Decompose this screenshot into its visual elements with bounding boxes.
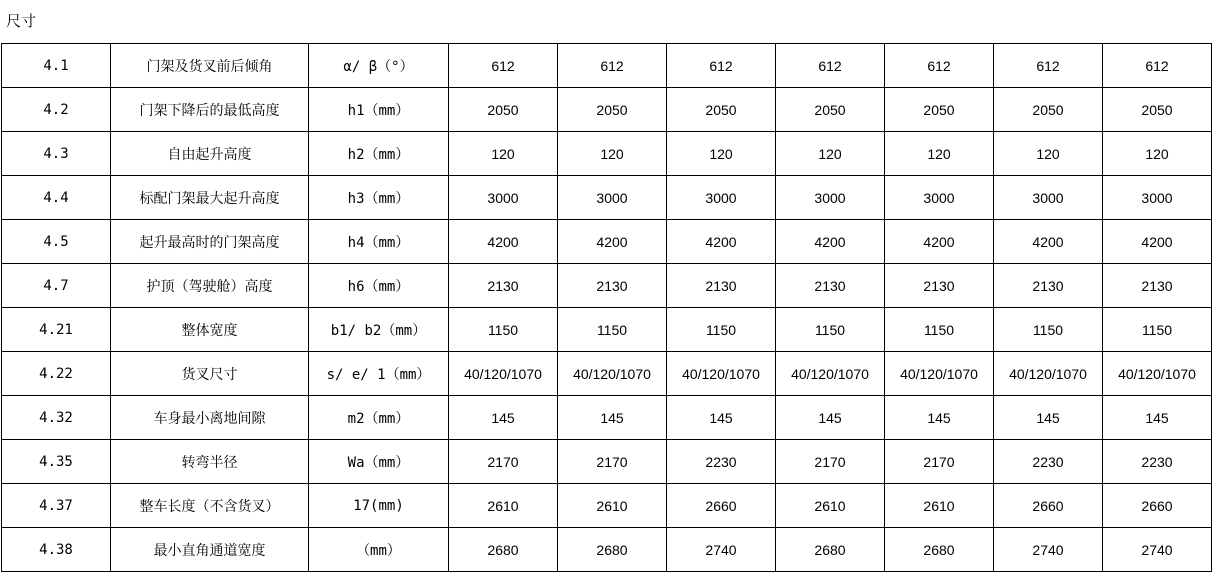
- value-cell: 2680: [776, 528, 885, 572]
- table-row: [2, 132, 1212, 176]
- value-cell: 2680: [885, 528, 994, 572]
- item-name-cell: 门架及货叉前后倾角: [111, 44, 309, 88]
- value-cell: 4200: [449, 220, 558, 264]
- table-row: [2, 220, 1212, 264]
- table-row: [2, 176, 1212, 220]
- item-unit-cell: 17(mm): [309, 484, 449, 528]
- item-unit-cell: （mm）: [309, 528, 449, 572]
- value-cell: 40/120/1070: [885, 352, 994, 396]
- item-number-cell: 4.32: [2, 396, 111, 440]
- value-cell: 1150: [1103, 308, 1212, 352]
- table-row: [2, 308, 1212, 352]
- item-name-cell: 整车长度（不含货叉）: [111, 484, 309, 528]
- value-cell: 3000: [994, 176, 1103, 220]
- item-number-cell: 4.38: [2, 528, 111, 572]
- value-cell: 2230: [994, 440, 1103, 484]
- value-cell: 120: [558, 132, 667, 176]
- item-name-cell: 最小直角通道宽度: [111, 528, 309, 572]
- value-cell: 612: [776, 44, 885, 88]
- value-cell: 2230: [1103, 440, 1212, 484]
- value-cell: 2660: [1103, 484, 1212, 528]
- value-cell: 1150: [994, 308, 1103, 352]
- value-cell: 2610: [776, 484, 885, 528]
- value-cell: 2050: [776, 88, 885, 132]
- value-cell: 2130: [667, 264, 776, 308]
- item-name-cell: 护顶（驾驶舱）高度: [111, 264, 309, 308]
- value-cell: 1150: [558, 308, 667, 352]
- value-cell: 2680: [449, 528, 558, 572]
- table-row: [2, 484, 1212, 528]
- value-cell: 2170: [558, 440, 667, 484]
- item-name-cell: 车身最小离地间隙: [111, 396, 309, 440]
- value-cell: 2660: [667, 484, 776, 528]
- value-cell: 40/120/1070: [449, 352, 558, 396]
- value-cell: 4200: [558, 220, 667, 264]
- value-cell: 2130: [1103, 264, 1212, 308]
- item-number-cell: 4.3: [2, 132, 111, 176]
- table-row: [2, 88, 1212, 132]
- value-cell: 145: [1103, 396, 1212, 440]
- value-cell: 2610: [885, 484, 994, 528]
- value-cell: 120: [1103, 132, 1212, 176]
- value-cell: 1150: [449, 308, 558, 352]
- value-cell: 40/120/1070: [994, 352, 1103, 396]
- item-unit-cell: h4（mm）: [309, 220, 449, 264]
- value-cell: 4200: [776, 220, 885, 264]
- value-cell: 3000: [667, 176, 776, 220]
- table-row: [2, 440, 1212, 484]
- value-cell: 40/120/1070: [776, 352, 885, 396]
- value-cell: 612: [1103, 44, 1212, 88]
- value-cell: 2610: [449, 484, 558, 528]
- item-name-cell: 门架下降后的最低高度: [111, 88, 309, 132]
- item-unit-cell: h2（mm）: [309, 132, 449, 176]
- value-cell: 2170: [776, 440, 885, 484]
- value-cell: 2680: [558, 528, 667, 572]
- item-number-cell: 4.35: [2, 440, 111, 484]
- item-name-cell: 货叉尺寸: [111, 352, 309, 396]
- value-cell: 3000: [449, 176, 558, 220]
- value-cell: 2130: [449, 264, 558, 308]
- item-name-cell: 标配门架最大起升高度: [111, 176, 309, 220]
- table-row: [2, 44, 1212, 88]
- value-cell: 1150: [667, 308, 776, 352]
- item-number-cell: 4.7: [2, 264, 111, 308]
- table-row: [2, 264, 1212, 308]
- value-cell: 2050: [885, 88, 994, 132]
- value-cell: 2170: [885, 440, 994, 484]
- item-name-cell: 转弯半径: [111, 440, 309, 484]
- item-unit-cell: Wa（mm）: [309, 440, 449, 484]
- value-cell: 2050: [994, 88, 1103, 132]
- item-number-cell: 4.5: [2, 220, 111, 264]
- value-cell: 2740: [1103, 528, 1212, 572]
- value-cell: 4200: [1103, 220, 1212, 264]
- item-unit-cell: α/ β（°）: [309, 44, 449, 88]
- value-cell: 612: [885, 44, 994, 88]
- value-cell: 2050: [667, 88, 776, 132]
- value-cell: 120: [667, 132, 776, 176]
- item-number-cell: 4.4: [2, 176, 111, 220]
- value-cell: 120: [885, 132, 994, 176]
- value-cell: 612: [667, 44, 776, 88]
- table-row: [2, 352, 1212, 396]
- value-cell: 2130: [558, 264, 667, 308]
- value-cell: 3000: [1103, 176, 1212, 220]
- value-cell: 4200: [667, 220, 776, 264]
- item-unit-cell: m2（mm）: [309, 396, 449, 440]
- item-unit-cell: h1（mm）: [309, 88, 449, 132]
- value-cell: 1150: [776, 308, 885, 352]
- value-cell: 4200: [994, 220, 1103, 264]
- value-cell: 120: [449, 132, 558, 176]
- value-cell: 2230: [667, 440, 776, 484]
- value-cell: 3000: [558, 176, 667, 220]
- item-number-cell: 4.1: [2, 44, 111, 88]
- spec-table: [1, 43, 1212, 572]
- item-unit-cell: s/ e/ 1（mm）: [309, 352, 449, 396]
- page-title: 尺寸: [6, 12, 37, 30]
- table-row: [2, 528, 1212, 572]
- value-cell: 2610: [558, 484, 667, 528]
- value-cell: 145: [558, 396, 667, 440]
- value-cell: 1150: [885, 308, 994, 352]
- item-unit-cell: b1/ b2（mm）: [309, 308, 449, 352]
- spec-table-body: [2, 44, 1212, 572]
- value-cell: 120: [776, 132, 885, 176]
- item-number-cell: 4.21: [2, 308, 111, 352]
- value-cell: 3000: [885, 176, 994, 220]
- item-unit-cell: h6（mm）: [309, 264, 449, 308]
- value-cell: 2050: [558, 88, 667, 132]
- value-cell: 145: [776, 396, 885, 440]
- value-cell: 145: [885, 396, 994, 440]
- value-cell: 145: [994, 396, 1103, 440]
- value-cell: 2050: [1103, 88, 1212, 132]
- value-cell: 2130: [885, 264, 994, 308]
- value-cell: 612: [449, 44, 558, 88]
- value-cell: 612: [558, 44, 667, 88]
- value-cell: 40/120/1070: [558, 352, 667, 396]
- table-row: [2, 396, 1212, 440]
- value-cell: 120: [994, 132, 1103, 176]
- value-cell: 2050: [449, 88, 558, 132]
- item-number-cell: 4.2: [2, 88, 111, 132]
- value-cell: 2740: [667, 528, 776, 572]
- value-cell: 4200: [885, 220, 994, 264]
- item-number-cell: 4.22: [2, 352, 111, 396]
- item-unit-cell: h3（mm）: [309, 176, 449, 220]
- value-cell: 612: [994, 44, 1103, 88]
- value-cell: 2170: [449, 440, 558, 484]
- value-cell: 2740: [994, 528, 1103, 572]
- item-name-cell: 自由起升高度: [111, 132, 309, 176]
- value-cell: 145: [449, 396, 558, 440]
- item-name-cell: 起升最高时的门架高度: [111, 220, 309, 264]
- value-cell: 40/120/1070: [667, 352, 776, 396]
- value-cell: 40/120/1070: [1103, 352, 1212, 396]
- item-number-cell: 4.37: [2, 484, 111, 528]
- value-cell: 2130: [776, 264, 885, 308]
- value-cell: 2660: [994, 484, 1103, 528]
- item-name-cell: 整体宽度: [111, 308, 309, 352]
- value-cell: 145: [667, 396, 776, 440]
- value-cell: 2130: [994, 264, 1103, 308]
- value-cell: 3000: [776, 176, 885, 220]
